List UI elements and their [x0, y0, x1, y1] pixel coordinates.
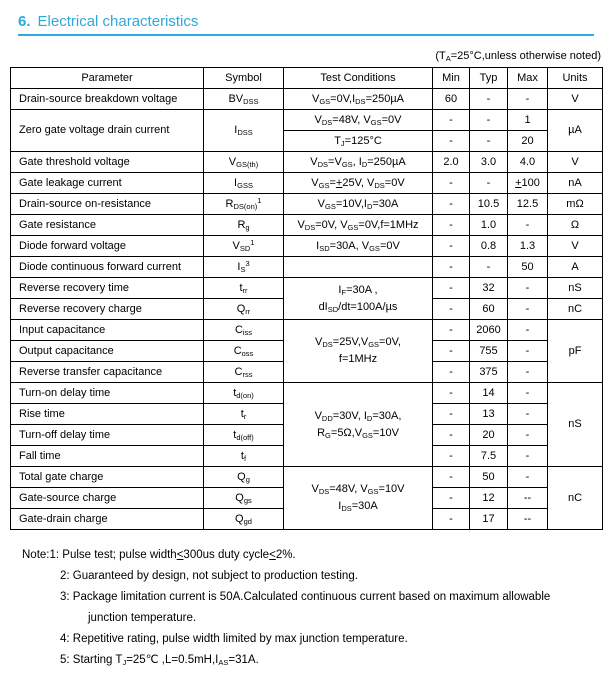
- cell-test-conditions: $V_{DD}=30V$, $I_D=30A$, $R_G=5\Omega,V_{GS}=10V$: [284, 383, 433, 467]
- cell-max: -: [508, 362, 548, 383]
- cell-max: -: [508, 299, 548, 320]
- cell-typ: -: [470, 131, 508, 152]
- cell-parameter: Drain-source breakdown voltage: [11, 89, 204, 110]
- cell-typ: 12: [470, 488, 508, 509]
- table-body: [11, 89, 603, 530]
- note-line: 4: Repetitive rating, pulse width limited by max junction temperature.: [60, 633, 408, 645]
- cell-parameter: Reverse recovery time: [11, 278, 204, 299]
- column-header-max: Max: [508, 68, 548, 89]
- cell-parameter: Zero gate voltage drain current: [11, 110, 204, 152]
- cell-min: -: [433, 488, 470, 509]
- cell-units: mΩ: [548, 194, 603, 215]
- cell-units: µA: [548, 110, 603, 152]
- cell-test-conditions: $I_F=30A$ , $dI_{SD}/dt=100A/\mu s$: [284, 278, 433, 320]
- cell-max: -: [508, 278, 548, 299]
- cell-units: A: [548, 257, 603, 278]
- cell-typ: 755: [470, 341, 508, 362]
- cell-symbol: $Q_{gs}$: [204, 488, 284, 509]
- cell-typ: 17: [470, 509, 508, 530]
- cell-parameter: Diode forward voltage: [11, 236, 204, 257]
- cell-symbol: $Q_g$: [204, 467, 284, 488]
- cell-min: -: [433, 194, 470, 215]
- cell-max: --: [508, 509, 548, 530]
- cell-units: V: [548, 89, 603, 110]
- cell-units: nC: [548, 467, 603, 530]
- table-row: [11, 152, 603, 173]
- cell-min: -: [433, 362, 470, 383]
- cell-parameter: Turn-off delay time: [11, 425, 204, 446]
- cell-units: Ω: [548, 215, 603, 236]
- note-line: 2: Guaranteed by design, not subject to production testing.: [60, 570, 358, 582]
- cell-max: -: [508, 425, 548, 446]
- cell-typ: 20: [470, 425, 508, 446]
- cell-parameter: Output capacitance: [11, 341, 204, 362]
- cell-symbol: $Q_{gd}$: [204, 509, 284, 530]
- cell-parameter: Gate-source charge: [11, 488, 204, 509]
- cell-max: 1.3: [508, 236, 548, 257]
- cell-parameter: Drain-source on-resistance: [11, 194, 204, 215]
- cell-max: -: [508, 215, 548, 236]
- cell-typ: 14: [470, 383, 508, 404]
- cell-typ: -: [470, 257, 508, 278]
- cell-parameter: Reverse transfer capacitance: [11, 362, 204, 383]
- cell-symbol: $C_{rss}$: [204, 362, 284, 383]
- table-row: [11, 173, 603, 194]
- table-row: [11, 278, 603, 299]
- cell-max: -: [508, 89, 548, 110]
- note-line: Note:1: Pulse test; pulse width<300us duty cycle<2%.: [22, 549, 296, 561]
- cell-min: 2.0: [433, 152, 470, 173]
- cell-max: -: [508, 320, 548, 341]
- table-row: [11, 215, 603, 236]
- cell-parameter: Rise time: [11, 404, 204, 425]
- cell-max: -: [508, 383, 548, 404]
- cell-max: -: [508, 446, 548, 467]
- table-row: [11, 89, 603, 110]
- cell-test-conditions: $T_J=125^\circ C$: [284, 131, 433, 152]
- cell-units: nS: [548, 383, 603, 467]
- table-row: [11, 236, 603, 257]
- cell-typ: 2060: [470, 320, 508, 341]
- section-heading: [18, 13, 594, 36]
- section-title-text: Electrical characteristics: [37, 13, 199, 30]
- cell-max: --: [508, 488, 548, 509]
- cell-symbol: $Q_{rr}$: [204, 299, 284, 320]
- cell-typ: -: [470, 110, 508, 131]
- cell-parameter: Gate resistance: [11, 215, 204, 236]
- cell-min: -: [433, 173, 470, 194]
- cell-max: +100: [508, 173, 548, 194]
- cell-units: nA: [548, 173, 603, 194]
- note-line: 3: Package limitation current is 50A.Calculated continuous current based on maximum allowable: [60, 591, 551, 603]
- note-line: junction temperature.: [88, 612, 197, 624]
- cell-test-conditions: $V_{DS}=25V,V_{GS}=0V$, f=1MHz: [284, 320, 433, 383]
- cell-min: -: [433, 257, 470, 278]
- cell-typ: 375: [470, 362, 508, 383]
- cell-min: -: [433, 236, 470, 257]
- cell-symbol: $V_{GS(th)}$: [204, 152, 284, 173]
- cell-typ: -: [470, 173, 508, 194]
- cell-symbol: $BV_{DSS}$: [204, 89, 284, 110]
- column-header-min: Min: [433, 68, 470, 89]
- cell-typ: 0.8: [470, 236, 508, 257]
- column-header-parameter: Parameter: [11, 68, 204, 89]
- cell-parameter: Turn-on delay time: [11, 383, 204, 404]
- cell-min: -: [433, 425, 470, 446]
- table-header-row: [11, 68, 603, 89]
- cell-parameter: Gate leakage current: [11, 173, 204, 194]
- cell-max: 4.0: [508, 152, 548, 173]
- cell-symbol: $C_{oss}$: [204, 341, 284, 362]
- table-row: [11, 383, 603, 404]
- cell-symbol: $t_{d(off)}$: [204, 425, 284, 446]
- table-condition-note: ($T_A=25^\circ C,unless$ otherwise noted): [435, 50, 601, 63]
- cell-parameter: Total gate charge: [11, 467, 204, 488]
- column-header-units: Units: [548, 68, 603, 89]
- column-header-symbol: Symbol: [204, 68, 284, 89]
- cell-symbol: $t_f$: [204, 446, 284, 467]
- cell-parameter: Gate-drain charge: [11, 509, 204, 530]
- cell-typ: 50: [470, 467, 508, 488]
- table-row: [11, 110, 603, 131]
- cell-test-conditions: $V_{DS}=48V$, $V_{GS}=10V$ $I_{DS}=30A$: [284, 467, 433, 530]
- cell-min: -: [433, 320, 470, 341]
- cell-units: pF: [548, 320, 603, 383]
- cell-parameter: Reverse recovery charge: [11, 299, 204, 320]
- cell-parameter: Fall time: [11, 446, 204, 467]
- cell-symbol: $R_g$: [204, 215, 284, 236]
- cell-units: nS: [548, 278, 603, 299]
- cell-typ: 3.0: [470, 152, 508, 173]
- cell-test-conditions: $V_{GS}=0V,I_{DS}=250\mu A$: [284, 89, 433, 110]
- cell-parameter: Input capacitance: [11, 320, 204, 341]
- cell-symbol: $t_r$: [204, 404, 284, 425]
- column-header-typ: Typ: [470, 68, 508, 89]
- note-line: 5: Starting $T_J=25℃$ $,L=0.5mH,I_{AS}=31A$.: [60, 654, 259, 667]
- cell-min: -: [433, 446, 470, 467]
- cell-symbol: $C_{iss}$: [204, 320, 284, 341]
- cell-typ: 10.5: [470, 194, 508, 215]
- cell-min: -: [433, 110, 470, 131]
- cell-min: -: [433, 299, 470, 320]
- electrical-characteristics-table: [10, 67, 603, 530]
- cell-test-conditions: $V_{DS}=0V$, $V_{GS}=0V,f=1MHz$: [284, 215, 433, 236]
- cell-typ: 1.0: [470, 215, 508, 236]
- cell-min: -: [433, 467, 470, 488]
- cell-test-conditions: $V_{DS}=48V$, $V_{GS}=0V$: [284, 110, 433, 131]
- cell-typ: 60: [470, 299, 508, 320]
- cell-min: -: [433, 215, 470, 236]
- cell-parameter: Diode continuous forward current: [11, 257, 204, 278]
- cell-min: -: [433, 131, 470, 152]
- cell-units: V: [548, 152, 603, 173]
- cell-test-conditions: $V_{GS}=10V,I_D=30A$: [284, 194, 433, 215]
- cell-max: 12.5: [508, 194, 548, 215]
- cell-test-conditions: $I_{SD}=30A$, $V_{GS}=0V$: [284, 236, 433, 257]
- section-number-dot: .: [26, 13, 31, 30]
- cell-max: -: [508, 341, 548, 362]
- cell-test-conditions: [284, 257, 433, 278]
- cell-symbol: $t_{rr}$: [204, 278, 284, 299]
- cell-typ: -: [470, 89, 508, 110]
- cell-symbol: $I_{GSS}$: [204, 173, 284, 194]
- cell-symbol: $R_{DS(on)}^1$: [204, 194, 284, 215]
- cell-symbol: $V_{SD}^1$: [204, 236, 284, 257]
- cell-typ: 7.5: [470, 446, 508, 467]
- cell-symbol: $I_S^3$: [204, 257, 284, 278]
- table-row: [11, 257, 603, 278]
- cell-symbol: $I_{DSS}$: [204, 110, 284, 152]
- cell-units: nC: [548, 299, 603, 320]
- notes-section: [0, 545, 610, 671]
- cell-parameter: Gate threshold voltage: [11, 152, 204, 173]
- cell-min: -: [433, 383, 470, 404]
- cell-test-conditions: $V_{GS}=+25V$, $V_{DS}=0V$: [284, 173, 433, 194]
- table-row: [11, 467, 603, 488]
- cell-typ: 13: [470, 404, 508, 425]
- cell-max: -: [508, 404, 548, 425]
- cell-min: -: [433, 278, 470, 299]
- table-row: [11, 194, 603, 215]
- table-row: [11, 320, 603, 341]
- cell-max: 20: [508, 131, 548, 152]
- cell-min: 60: [433, 89, 470, 110]
- cell-max: 50: [508, 257, 548, 278]
- cell-typ: 32: [470, 278, 508, 299]
- cell-min: -: [433, 509, 470, 530]
- cell-min: -: [433, 404, 470, 425]
- section-number: 6: [18, 13, 27, 30]
- cell-max: 1: [508, 110, 548, 131]
- cell-symbol: $t_{d(on)}$: [204, 383, 284, 404]
- cell-units: V: [548, 236, 603, 257]
- cell-min: -: [433, 341, 470, 362]
- cell-test-conditions: $V_{DS}=V_{GS}$, $I_D=250\mu A$: [284, 152, 433, 173]
- cell-max: -: [508, 467, 548, 488]
- column-header-test-conditions: Test Conditions: [284, 68, 433, 89]
